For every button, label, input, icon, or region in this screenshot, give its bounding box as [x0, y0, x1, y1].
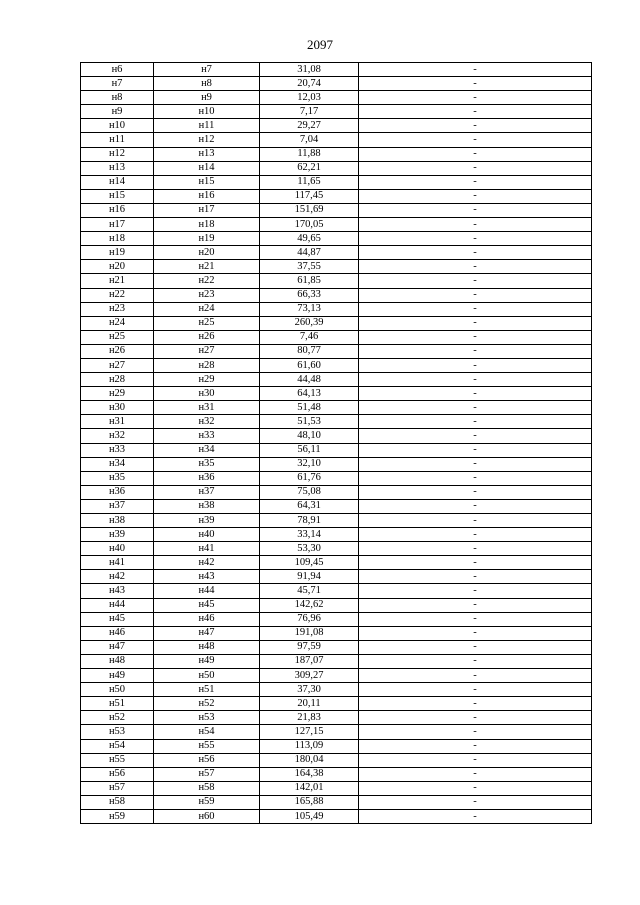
description-cell: - [359, 809, 592, 823]
description-cell: - [359, 542, 592, 556]
distance-cell: 29,27 [260, 119, 359, 133]
end-point-cell: н33 [154, 429, 260, 443]
start-point-cell: н32 [81, 429, 154, 443]
start-point-cell: н28 [81, 373, 154, 387]
start-point-cell: н50 [81, 683, 154, 697]
distance-cell: 33,14 [260, 528, 359, 542]
description-cell: - [359, 218, 592, 232]
end-point-cell: н60 [154, 809, 260, 823]
end-point-cell: н12 [154, 133, 260, 147]
distance-cell: 64,31 [260, 499, 359, 513]
table-row [81, 443, 592, 457]
end-point-cell: н7 [154, 63, 260, 77]
description-cell: - [359, 443, 592, 457]
start-point-cell: н36 [81, 485, 154, 499]
description-cell: - [359, 401, 592, 415]
start-point-cell: н23 [81, 302, 154, 316]
table-row [81, 358, 592, 372]
distance-cell: 97,59 [260, 640, 359, 654]
start-point-cell: н45 [81, 612, 154, 626]
table-row [81, 598, 592, 612]
table-row [81, 584, 592, 598]
end-point-cell: н9 [154, 91, 260, 105]
distance-cell: 44,87 [260, 246, 359, 260]
end-point-cell: н36 [154, 471, 260, 485]
distance-cell: 113,09 [260, 739, 359, 753]
start-point-cell: н57 [81, 781, 154, 795]
description-cell: - [359, 795, 592, 809]
table-row [81, 725, 592, 739]
end-point-cell: н44 [154, 584, 260, 598]
description-cell: - [359, 556, 592, 570]
table-row [81, 556, 592, 570]
table-row [81, 232, 592, 246]
distance-cell: 191,08 [260, 626, 359, 640]
end-point-cell: н11 [154, 119, 260, 133]
start-point-cell: н56 [81, 767, 154, 781]
start-point-cell: н53 [81, 725, 154, 739]
distance-cell: 20,74 [260, 77, 359, 91]
table-row [81, 654, 592, 668]
end-point-cell: н37 [154, 485, 260, 499]
table-row [81, 147, 592, 161]
start-point-cell: н41 [81, 556, 154, 570]
table-row [81, 77, 592, 91]
table-row [81, 767, 592, 781]
table-row [81, 429, 592, 443]
description-cell: - [359, 119, 592, 133]
distance-cell: 66,33 [260, 288, 359, 302]
table-row [81, 711, 592, 725]
table-row [81, 105, 592, 119]
distance-cell: 49,65 [260, 232, 359, 246]
distance-cell: 151,69 [260, 203, 359, 217]
description-cell: - [359, 598, 592, 612]
description-cell: - [359, 584, 592, 598]
description-cell: - [359, 387, 592, 401]
distance-cell: 170,05 [260, 218, 359, 232]
table-row [81, 189, 592, 203]
description-cell: - [359, 77, 592, 91]
start-point-cell: н16 [81, 203, 154, 217]
distance-cell: 80,77 [260, 344, 359, 358]
description-cell: - [359, 260, 592, 274]
description-cell: - [359, 654, 592, 668]
description-cell: - [359, 514, 592, 528]
end-point-cell: н34 [154, 443, 260, 457]
table-row [81, 570, 592, 584]
distance-cell: 7,17 [260, 105, 359, 119]
end-point-cell: н30 [154, 387, 260, 401]
table-row [81, 274, 592, 288]
end-point-cell: н43 [154, 570, 260, 584]
start-point-cell: н40 [81, 542, 154, 556]
distance-cell: 127,15 [260, 725, 359, 739]
start-point-cell: н33 [81, 443, 154, 457]
end-point-cell: н23 [154, 288, 260, 302]
start-point-cell: н25 [81, 330, 154, 344]
end-point-cell: н53 [154, 711, 260, 725]
description-cell: - [359, 274, 592, 288]
page-number: 2097 [307, 37, 333, 52]
end-point-cell: н50 [154, 669, 260, 683]
table-row [81, 133, 592, 147]
start-point-cell: н20 [81, 260, 154, 274]
distance-cell: 53,30 [260, 542, 359, 556]
start-point-cell: н43 [81, 584, 154, 598]
end-point-cell: н41 [154, 542, 260, 556]
start-point-cell: н19 [81, 246, 154, 260]
table-row [81, 542, 592, 556]
description-cell: - [359, 753, 592, 767]
end-point-cell: н52 [154, 697, 260, 711]
distance-cell: 51,48 [260, 401, 359, 415]
start-point-cell: н8 [81, 91, 154, 105]
table-row [81, 161, 592, 175]
end-point-cell: н19 [154, 232, 260, 246]
end-point-cell: н59 [154, 795, 260, 809]
end-point-cell: н45 [154, 598, 260, 612]
start-point-cell: н26 [81, 344, 154, 358]
description-cell: - [359, 725, 592, 739]
table-row [81, 485, 592, 499]
table-row [81, 63, 592, 77]
table-row [81, 781, 592, 795]
end-point-cell: н40 [154, 528, 260, 542]
distance-cell: 56,11 [260, 443, 359, 457]
table-row [81, 514, 592, 528]
start-point-cell: н10 [81, 119, 154, 133]
description-cell: - [359, 246, 592, 260]
distance-cell: 105,49 [260, 809, 359, 823]
distance-cell: 31,08 [260, 63, 359, 77]
distance-cell: 109,45 [260, 556, 359, 570]
table-body [81, 63, 592, 824]
table-row [81, 387, 592, 401]
distance-cell: 260,39 [260, 316, 359, 330]
start-point-cell: н24 [81, 316, 154, 330]
start-point-cell: н14 [81, 175, 154, 189]
start-point-cell: н59 [81, 809, 154, 823]
description-cell: - [359, 161, 592, 175]
table-row [81, 683, 592, 697]
description-cell: - [359, 147, 592, 161]
distance-cell: 73,13 [260, 302, 359, 316]
description-cell: - [359, 302, 592, 316]
start-point-cell: н42 [81, 570, 154, 584]
description-cell: - [359, 669, 592, 683]
distance-cell: 78,91 [260, 514, 359, 528]
description-cell: - [359, 91, 592, 105]
end-point-cell: н55 [154, 739, 260, 753]
distance-cell: 165,88 [260, 795, 359, 809]
table-row [81, 739, 592, 753]
start-point-cell: н11 [81, 133, 154, 147]
end-point-cell: н35 [154, 457, 260, 471]
description-cell: - [359, 499, 592, 513]
table-row [81, 119, 592, 133]
end-point-cell: н21 [154, 260, 260, 274]
description-cell: - [359, 781, 592, 795]
description-cell: - [359, 203, 592, 217]
distance-cell: 61,76 [260, 471, 359, 485]
table-row [81, 218, 592, 232]
distance-cell: 164,38 [260, 767, 359, 781]
end-point-cell: н42 [154, 556, 260, 570]
start-point-cell: н47 [81, 640, 154, 654]
start-point-cell: н7 [81, 77, 154, 91]
start-point-cell: н38 [81, 514, 154, 528]
description-cell: - [359, 570, 592, 584]
table-row [81, 91, 592, 105]
table-row [81, 302, 592, 316]
table-row [81, 669, 592, 683]
start-point-cell: н44 [81, 598, 154, 612]
distance-cell: 91,94 [260, 570, 359, 584]
end-point-cell: н57 [154, 767, 260, 781]
description-cell: - [359, 288, 592, 302]
description-cell: - [359, 63, 592, 77]
start-point-cell: н55 [81, 753, 154, 767]
end-point-cell: н28 [154, 358, 260, 372]
end-point-cell: н16 [154, 189, 260, 203]
distance-cell: 309,27 [260, 669, 359, 683]
distance-cell: 7,04 [260, 133, 359, 147]
start-point-cell: н17 [81, 218, 154, 232]
table-row [81, 528, 592, 542]
description-cell: - [359, 711, 592, 725]
start-point-cell: н52 [81, 711, 154, 725]
end-point-cell: н29 [154, 373, 260, 387]
table-row [81, 697, 592, 711]
description-cell: - [359, 640, 592, 654]
start-point-cell: н48 [81, 654, 154, 668]
distance-cell: 75,08 [260, 485, 359, 499]
distance-cell: 61,60 [260, 358, 359, 372]
description-cell: - [359, 683, 592, 697]
start-point-cell: н21 [81, 274, 154, 288]
start-point-cell: н6 [81, 63, 154, 77]
end-point-cell: н51 [154, 683, 260, 697]
description-cell: - [359, 612, 592, 626]
table-row [81, 415, 592, 429]
distance-cell: 21,83 [260, 711, 359, 725]
description-cell: - [359, 471, 592, 485]
start-point-cell: н29 [81, 387, 154, 401]
table-row [81, 471, 592, 485]
table-row [81, 203, 592, 217]
start-point-cell: н9 [81, 105, 154, 119]
distance-cell: 12,03 [260, 91, 359, 105]
distance-cell: 142,62 [260, 598, 359, 612]
description-cell: - [359, 373, 592, 387]
start-point-cell: н31 [81, 415, 154, 429]
distance-cell: 61,85 [260, 274, 359, 288]
distance-cell: 180,04 [260, 753, 359, 767]
start-point-cell: н18 [81, 232, 154, 246]
end-point-cell: н47 [154, 626, 260, 640]
distance-cell: 187,07 [260, 654, 359, 668]
distance-cell: 62,21 [260, 161, 359, 175]
start-point-cell: н15 [81, 189, 154, 203]
description-cell: - [359, 232, 592, 246]
description-cell: - [359, 330, 592, 344]
description-cell: - [359, 344, 592, 358]
table-row [81, 457, 592, 471]
table-row [81, 316, 592, 330]
end-point-cell: н10 [154, 105, 260, 119]
end-point-cell: н48 [154, 640, 260, 654]
distance-cell: 37,30 [260, 683, 359, 697]
end-point-cell: н49 [154, 654, 260, 668]
end-point-cell: н38 [154, 499, 260, 513]
description-cell: - [359, 358, 592, 372]
description-cell: - [359, 767, 592, 781]
description-cell: - [359, 133, 592, 147]
boundary-points-table [80, 62, 592, 824]
table-row [81, 809, 592, 823]
end-point-cell: н24 [154, 302, 260, 316]
description-cell: - [359, 457, 592, 471]
start-point-cell: н22 [81, 288, 154, 302]
end-point-cell: н31 [154, 401, 260, 415]
start-point-cell: н37 [81, 499, 154, 513]
description-cell: - [359, 429, 592, 443]
distance-cell: 32,10 [260, 457, 359, 471]
description-cell: - [359, 189, 592, 203]
table-row [81, 344, 592, 358]
start-point-cell: н13 [81, 161, 154, 175]
start-point-cell: н35 [81, 471, 154, 485]
start-point-cell: н30 [81, 401, 154, 415]
table-row [81, 795, 592, 809]
description-cell: - [359, 528, 592, 542]
start-point-cell: н27 [81, 358, 154, 372]
end-point-cell: н17 [154, 203, 260, 217]
table-row [81, 175, 592, 189]
distance-cell: 117,45 [260, 189, 359, 203]
distance-cell: 7,46 [260, 330, 359, 344]
distance-cell: 45,71 [260, 584, 359, 598]
distance-cell: 142,01 [260, 781, 359, 795]
table-row [81, 626, 592, 640]
distance-cell: 51,53 [260, 415, 359, 429]
end-point-cell: н54 [154, 725, 260, 739]
description-cell: - [359, 415, 592, 429]
start-point-cell: н51 [81, 697, 154, 711]
table-row [81, 401, 592, 415]
table-row [81, 640, 592, 654]
end-point-cell: н32 [154, 415, 260, 429]
end-point-cell: н39 [154, 514, 260, 528]
start-point-cell: н12 [81, 147, 154, 161]
start-point-cell: н49 [81, 669, 154, 683]
end-point-cell: н46 [154, 612, 260, 626]
end-point-cell: н13 [154, 147, 260, 161]
end-point-cell: н56 [154, 753, 260, 767]
table-row [81, 260, 592, 274]
distance-cell: 11,88 [260, 147, 359, 161]
table-row [81, 499, 592, 513]
description-cell: - [359, 316, 592, 330]
description-cell: - [359, 697, 592, 711]
table-row [81, 288, 592, 302]
end-point-cell: н18 [154, 218, 260, 232]
distance-cell: 64,13 [260, 387, 359, 401]
start-point-cell: н34 [81, 457, 154, 471]
end-point-cell: н14 [154, 161, 260, 175]
table-row [81, 753, 592, 767]
start-point-cell: н58 [81, 795, 154, 809]
end-point-cell: н22 [154, 274, 260, 288]
description-cell: - [359, 105, 592, 119]
end-point-cell: н26 [154, 330, 260, 344]
distance-cell: 11,65 [260, 175, 359, 189]
end-point-cell: н27 [154, 344, 260, 358]
description-cell: - [359, 739, 592, 753]
distance-cell: 44,48 [260, 373, 359, 387]
distance-cell: 76,96 [260, 612, 359, 626]
end-point-cell: н15 [154, 175, 260, 189]
table-row [81, 246, 592, 260]
distance-cell: 48,10 [260, 429, 359, 443]
distance-cell: 37,55 [260, 260, 359, 274]
description-cell: - [359, 485, 592, 499]
description-cell: - [359, 175, 592, 189]
table-row [81, 373, 592, 387]
start-point-cell: н46 [81, 626, 154, 640]
table-row [81, 612, 592, 626]
end-point-cell: н25 [154, 316, 260, 330]
end-point-cell: н58 [154, 781, 260, 795]
end-point-cell: н20 [154, 246, 260, 260]
distance-cell: 20,11 [260, 697, 359, 711]
description-cell: - [359, 626, 592, 640]
start-point-cell: н39 [81, 528, 154, 542]
table-row [81, 330, 592, 344]
start-point-cell: н54 [81, 739, 154, 753]
end-point-cell: н8 [154, 77, 260, 91]
